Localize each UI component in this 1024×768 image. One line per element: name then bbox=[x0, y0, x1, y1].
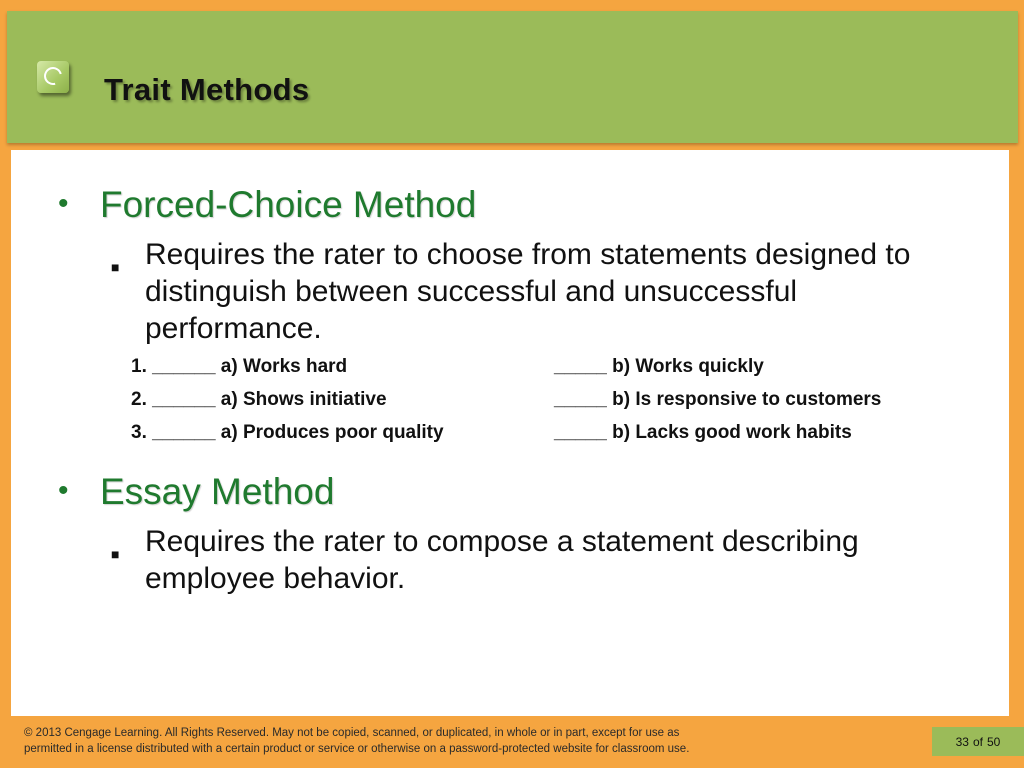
square-bullet-icon: ■ bbox=[111, 259, 120, 275]
bullet-essay bbox=[58, 473, 334, 510]
page-of: of bbox=[972, 734, 983, 749]
copyright-notice bbox=[24, 725, 884, 757]
slide-header bbox=[7, 11, 1018, 143]
section-heading: Essay Method bbox=[100, 471, 335, 512]
sub-bullet-forced-choice bbox=[111, 236, 975, 347]
example-option-b: _____ b) Is responsive to customers bbox=[554, 389, 882, 410]
page-counter bbox=[932, 727, 1024, 756]
sub-bullet-text: Requires the rater to compose a statement describing employee behavior. bbox=[145, 525, 859, 595]
bullet-forced-choice bbox=[58, 186, 476, 223]
example-option-a: 3. ______ a) Produces poor quality bbox=[131, 422, 444, 443]
page-current: 33 bbox=[955, 734, 969, 749]
logo-arc bbox=[41, 64, 66, 89]
example-option-b: _____ b) Works quickly bbox=[554, 356, 764, 377]
page-total: 50 bbox=[987, 734, 1001, 749]
slide-title: Trait Methods bbox=[104, 72, 310, 107]
example-option-a: 1. ______ a) Works hard bbox=[131, 356, 348, 377]
square-bullet-icon: ■ bbox=[111, 546, 120, 562]
sub-bullet-essay bbox=[111, 523, 975, 597]
slide-logo-icon bbox=[37, 61, 69, 93]
section-heading: Forced-Choice Method bbox=[100, 184, 477, 225]
bullet-dot-icon: • bbox=[58, 474, 69, 507]
example-option-b: _____ b) Lacks good work habits bbox=[554, 422, 852, 443]
bullet-dot-icon: • bbox=[58, 187, 69, 220]
example-option-a: 2. ______ a) Shows initiative bbox=[131, 389, 387, 410]
copyright-line: © 2013 Cengage Learning. All Rights Reserved. May not be copied, scanned, or duplicated, in whole or in part, except for use as bbox=[24, 727, 680, 739]
sub-bullet-text: Requires the rater to choose from statements designed to distinguish between successful and unsuccessful performance. bbox=[145, 238, 911, 345]
copyright-line: permitted in a license distributed with a certain product or service or otherwise on a password-protected website for classroom use. bbox=[24, 743, 690, 755]
